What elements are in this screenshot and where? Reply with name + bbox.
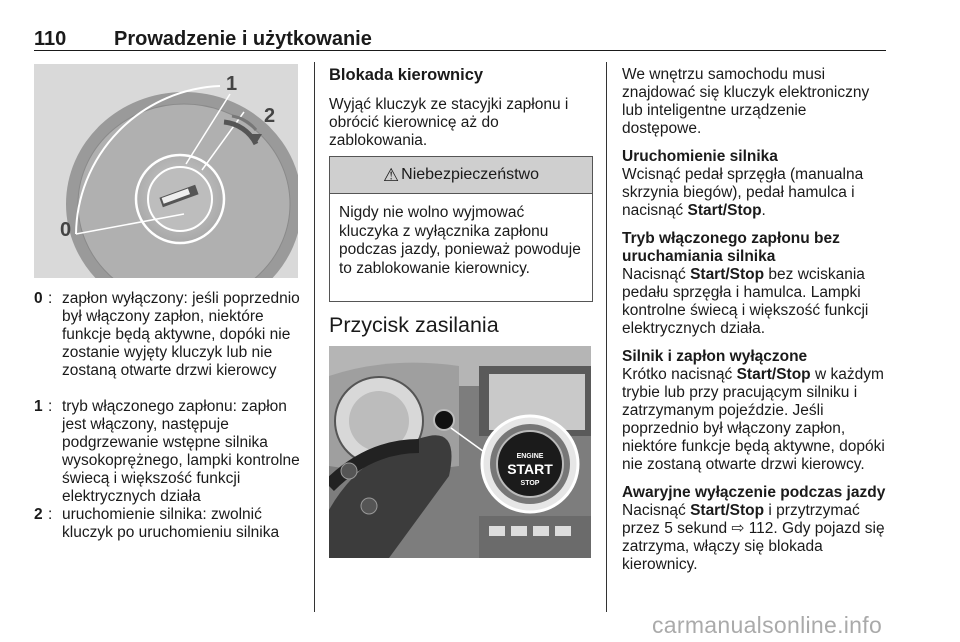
legend-colon: : [48,398,53,415]
section-text: Krótko nacisnąć Start/Stop w każdym trybie lub przy pracującym silniku i zatrzymanym pojeździe. Jeśli poprzednio był włączony zapłon, niektóre funkcje będą aktywne, dopóki nie zostaną otwarte drzwi kierowcy. [622,366,885,473]
watermark: carmanualsonline.info [652,612,883,638]
legend-text: tryb włączonego zapłonu: zapłon jest włączony, następuje podgrzewanie wstępne silnika wysokoprężnego, lampki kontrolne świecą i większość funkcji elektrycznych działa [62,398,300,505]
page-number: 110 [34,28,67,50]
legend-colon: : [48,506,53,523]
section-heading: Silnik i zapłon wyłączone [622,348,808,365]
section-text: Nacisnąć Start/Stop bez wciskania pedału sprzęgła i hamulca. Lampki kontrolne świecą i większość funkcji elektrycznych działa. [622,266,869,337]
section-text: Wcisnąć pedał sprzęgła (manualna skrzynia biegów), pedał hamulca i nacisnąć Start/Stop. [622,166,864,219]
legend-key: 1 [34,398,43,415]
label-position-2: 2 [264,105,276,127]
legend-text: uruchomienie silnika: zwolnić kluczyk po uruchomieniu silnika [62,506,280,541]
power-button-figure [329,346,591,558]
section-ignition-on [622,230,888,338]
button-label-start: START [507,461,553,477]
warning-title: Niebezpieczeństwo [401,166,539,183]
steering-lock-text: Wyjąć kluczyk ze stacyjki zapłonu i obrócić kierownicę aż do zablokowania. [329,96,569,149]
section-engine-off [622,348,888,474]
column-divider-left [314,62,315,612]
section-text: Nacisnąć Start/Stop i przytrzymać przez 5 sekund ⇨ 112. Gdy pojazd się zatrzyma, włączy się blokada kierownicy. [622,502,885,573]
label-position-1: 1 [226,73,238,95]
page-header [34,28,886,51]
power-button-heading: Przycisk zasilania [329,313,499,337]
intro-paragraph: We wnętrzu samochodu musi znajdować się kluczyk elektroniczny lub inteligentne urządzenie dostępowe. [622,66,870,137]
section-heading: Tryb włączonego zapłonu bez uruchamiania silnika [622,230,840,265]
dashboard-illustration [329,346,591,558]
button-label-engine: ENGINE [516,453,544,460]
section-emergency-off [622,484,888,574]
column-divider-right [606,62,607,612]
legend-key: 0 [34,290,43,307]
ignition-switch-figure [34,64,298,278]
button-label-stop: STOP [520,480,540,487]
warning-header [330,157,592,194]
warning-text: Nigdy nie wolno wyjmować kluczyka z wyłącznika zapłonu podczas jazdy, ponieważ powoduje to zablokowanie kierownicy. [339,204,581,277]
right-column [622,66,888,574]
steering-lock-heading: Blokada kierownicy [329,66,484,84]
section-heading: Uruchomienie silnika [622,148,778,165]
legend-colon: : [48,290,53,307]
label-position-0: 0 [60,219,72,241]
legend-key: 2 [34,506,43,523]
page-title: Prowadzenie i użytkowanie [114,28,372,50]
section-heading: Awaryjne wyłączenie podczas jazdy [622,484,886,501]
ignition-switch-illustration [34,64,298,278]
legend-text: zapłon wyłączony: jeśli poprzednio był włączony zapłon, niektóre funkcje będą aktywne, dopóki nie zostanie wyjęty kluczyk lub nie zostaną otwarte drzwi kierowcy [62,290,300,379]
section-engine-start [622,148,888,220]
warning-icon: ⚠ [383,164,400,185]
warning-box [329,156,593,302]
